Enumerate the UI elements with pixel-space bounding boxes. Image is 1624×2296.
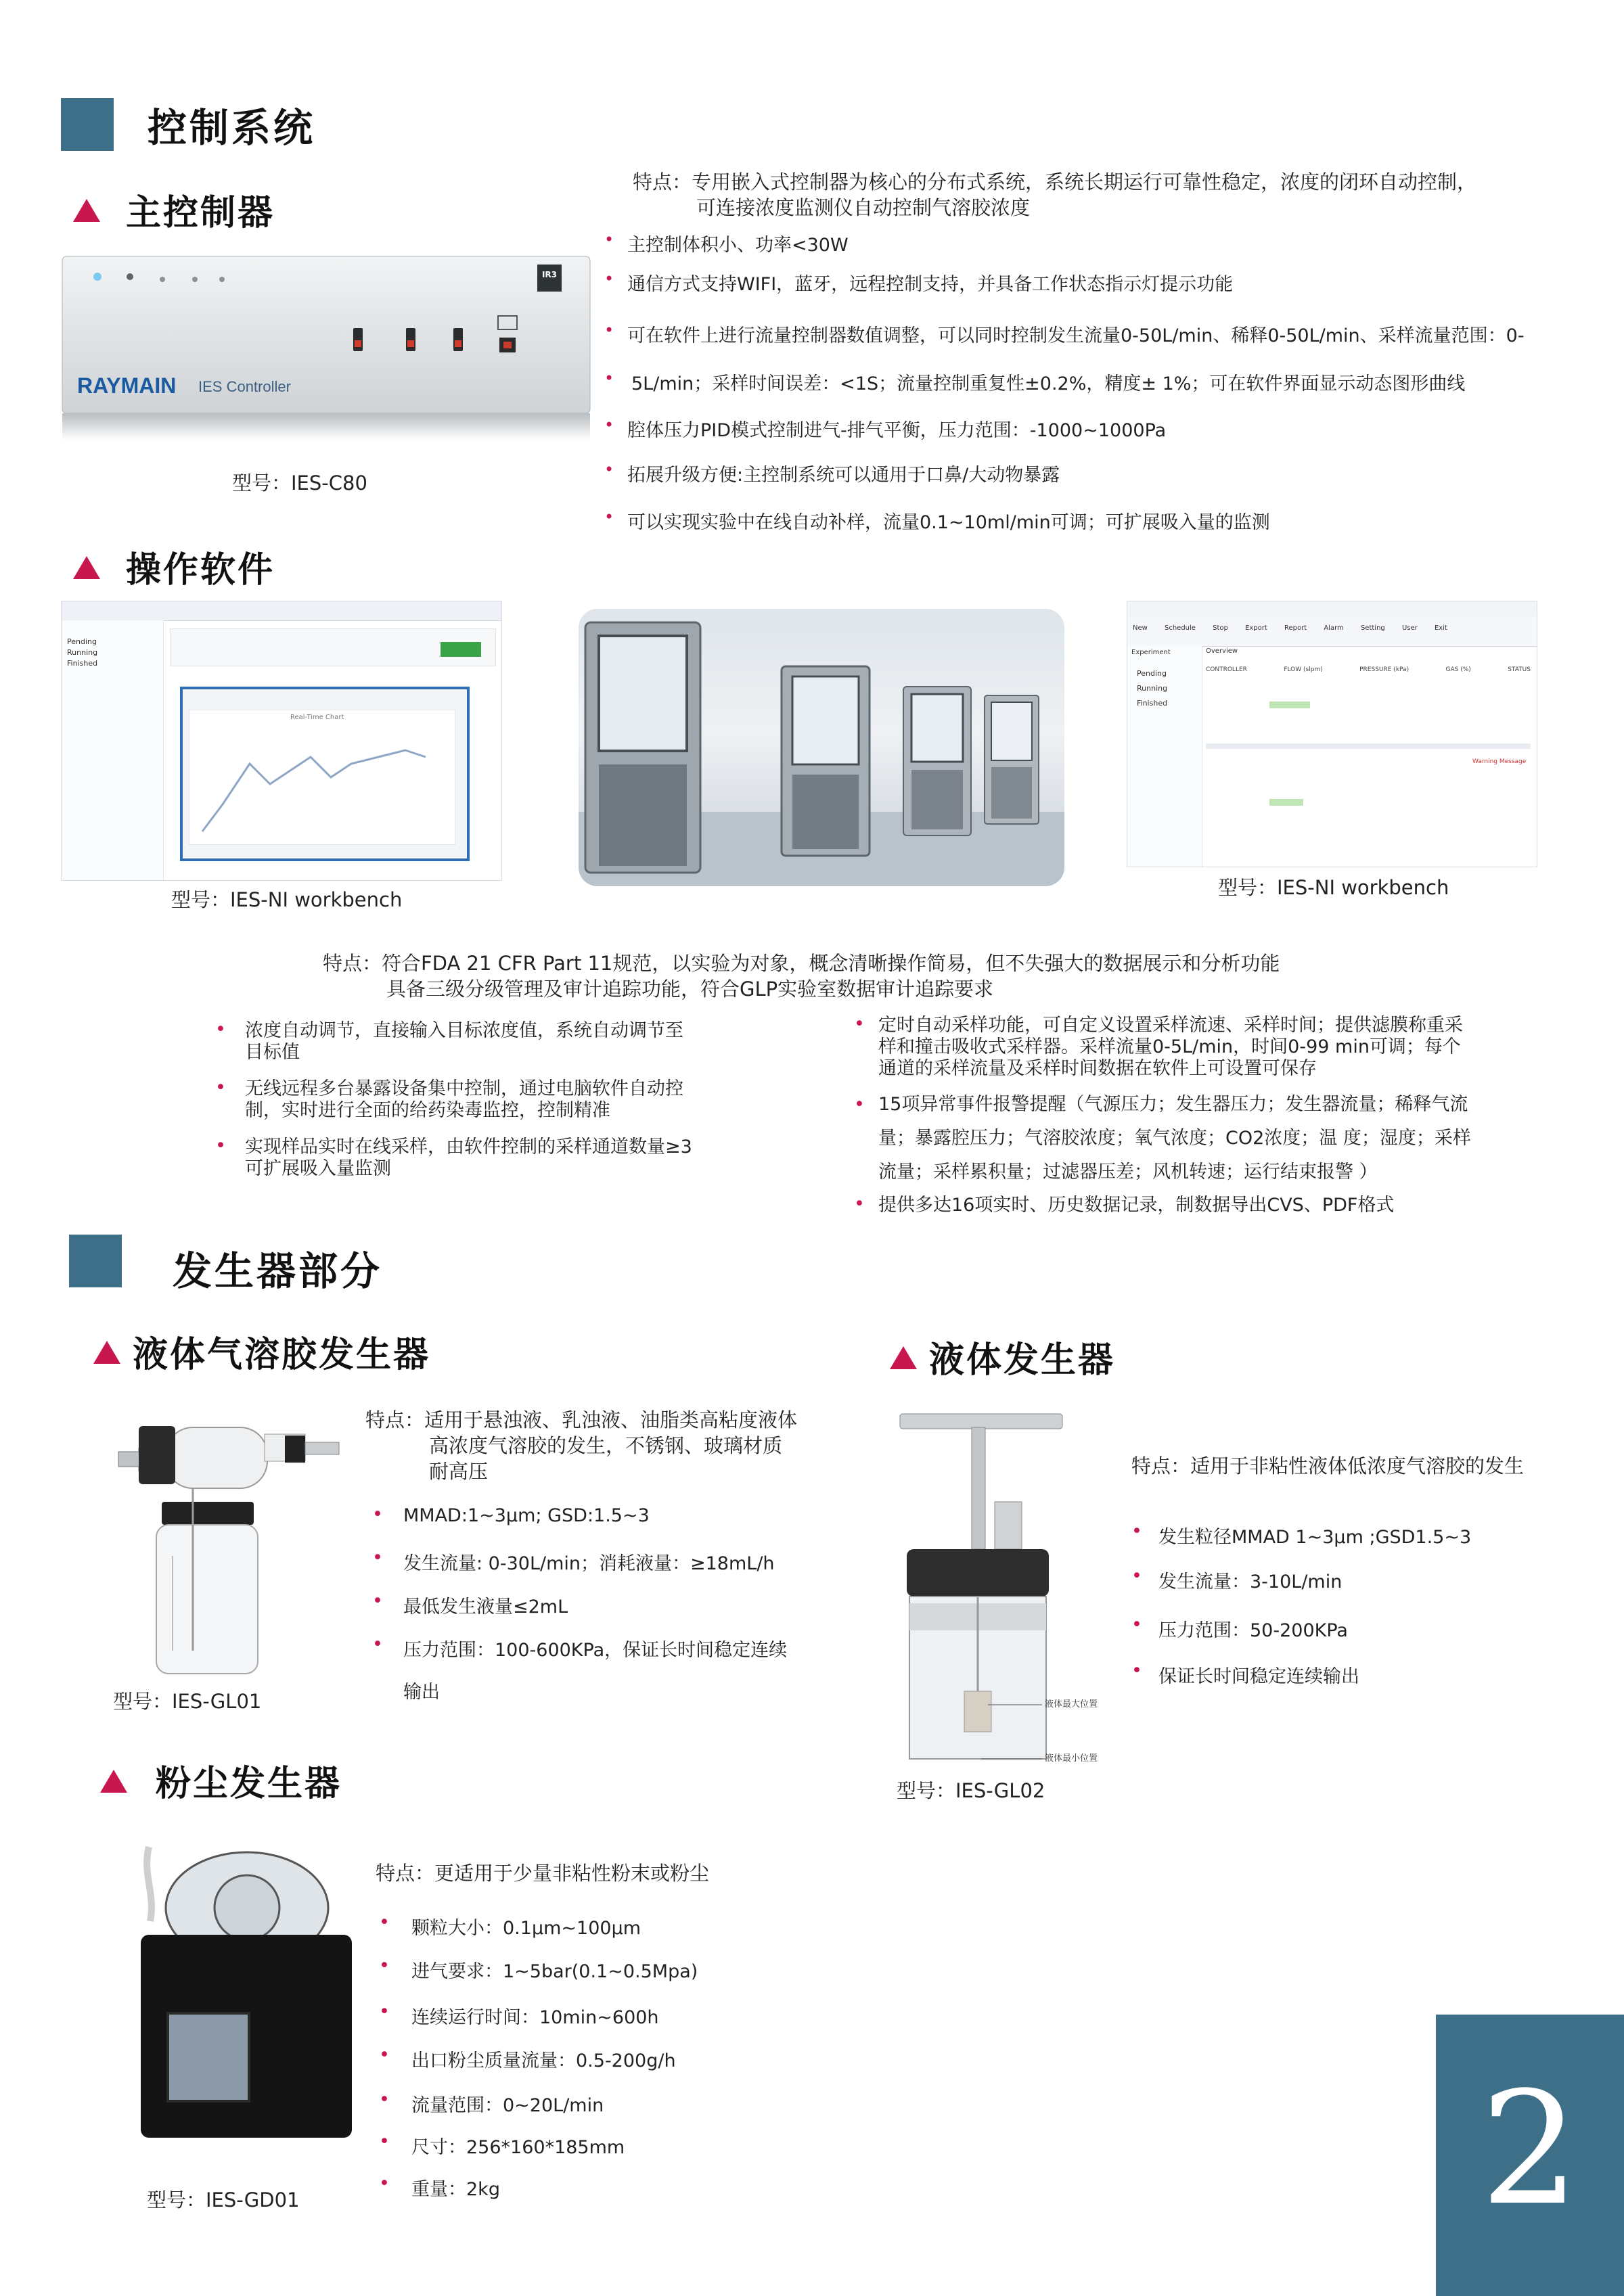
list-item: • 实现样品实时在线采样，由软件控制的采样通道数量≥3 可扩展吸入量监测: [215, 1135, 692, 1179]
chart-caption: Real-Time Chart: [290, 714, 344, 721]
liquid-aerosol-feature: 特点：适用于悬浊液、乳浊液、油脂类高粘度液体 高浓度气溶胶的发生，不锈钢、玻璃材质 耐高压: [365, 1408, 798, 1483]
list-item: • 15项异常事件报警提醒（气源压力；发生器压力；发生器流量；稀释气流 量；暴露腔压力；气溶胶浓度；氧气浓度；CO2浓度；温 度；湿度；采样 流量；采样累积量；过滤器压差；风机转速；运行结束报警 ）: [854, 1094, 1471, 1183]
model-ies-c80: 型号：IES-C80: [232, 472, 367, 495]
warning-message-label: Warning Message: [1472, 758, 1527, 765]
tree-item: Pending: [67, 637, 97, 646]
subsection-title-software: 操作软件: [73, 541, 275, 592]
subsection-title-dust: 粉尘发生器: [100, 1755, 342, 1806]
toolbar-report-button[interactable]: Report: [1284, 624, 1307, 632]
list-item: 保证长时间稳定连续输出: [1158, 1666, 1359, 1687]
list-item: 发生流量: 0-30L/min；消耗液量：≥18mL/h: [403, 1553, 775, 1574]
list-item: 尺寸：256*160*185mm: [411, 2137, 625, 2158]
toolbar-new-button[interactable]: New: [1133, 624, 1148, 632]
list-item: 流量范围：0~20L/min: [411, 2095, 604, 2116]
page-number-box: [1436, 2015, 1624, 2296]
column-header: CONTROLLER: [1206, 666, 1247, 673]
model-ies-gl02: 型号：IES-GL02: [897, 1779, 1045, 1802]
list-item: 出口粉尘质量流量：0.5-200g/h: [411, 2050, 676, 2071]
toolbar-stop-button[interactable]: Stop: [1213, 624, 1228, 632]
toolbar-export-button[interactable]: Export: [1245, 624, 1267, 632]
tree-item: Finished: [67, 659, 98, 668]
list-item: 进气要求：1~5bar(0.1~0.5Mpa): [411, 1961, 698, 1982]
triangle-bullet-icon: [93, 1341, 120, 1364]
list-item: • 可在软件上进行流量控制器数值调整，可以同时控制发生流量0-50L/min、稀释0-50L/min、采样流量范围：0-: [604, 321, 1525, 347]
list-item: • 无线远程多台暴露设备集中控制，通过电脑软件自动控 制，实时进行全面的给药染毒监控，控制精准: [215, 1077, 683, 1121]
tab-overview[interactable]: Overview: [1206, 647, 1238, 655]
list-item: • 腔体压力PID模式控制进气-排气平衡，压力范围：-1000~1000Pa: [604, 415, 1166, 442]
list-item: 最低发生液量≤2mL: [403, 1597, 568, 1617]
list-item: 压力范围：100-600KPa，保证长时间稳定连续: [403, 1640, 788, 1661]
list-item: • 浓度自动调节，直接输入目标浓度值，系统自动调节至 目标值: [215, 1019, 683, 1063]
list-item: 重量：2kg: [411, 2179, 500, 2200]
list-item: • 主控制体积小、功率<30W: [604, 230, 849, 256]
liquid-max-level-label: 液体最大位置: [1045, 1699, 1098, 1709]
list-item: • 可以实现实验中在线自动补样，流量0.1~10ml/min可调；可扩展吸入量的监测: [604, 507, 1270, 534]
model-ies-ni-workbench-right: 型号：IES-NI workbench: [1218, 876, 1449, 899]
tree-item[interactable]: Finished: [1137, 699, 1168, 708]
triangle-bullet-icon: [100, 1770, 127, 1793]
list-item: 发生流量：3-10L/min: [1158, 1571, 1343, 1592]
list-item: 压力范围：50-200KPa: [1158, 1620, 1348, 1641]
section-title-control: 控制系统: [148, 105, 316, 151]
main-controller-feature: 特点：专用嵌入式控制器为核心的分布式系统，系统长期运行可靠性稳定，浓度的闭环自动控制， 可连接浓度监测仪自动控制气溶胶浓度: [633, 170, 1477, 219]
toolbar-alarm-button[interactable]: Alarm: [1324, 624, 1344, 632]
subsection-title-liquid-aerosol: 液体气溶胶发生器: [93, 1326, 430, 1377]
column-header: FLOW (slpm): [1284, 666, 1323, 673]
device-badge: IR3: [541, 270, 558, 279]
software-left-bullets: [215, 1020, 743, 1180]
subsection-title-liquid: 液体发生器: [890, 1331, 1115, 1382]
software-right-bullets: [854, 1015, 1544, 1218]
list-item: MMAD:1~3μm; GSD:1.5~3: [403, 1505, 650, 1526]
liquid-aerosol-generator-image: [91, 1407, 362, 1684]
device-name: IES Controller: [198, 378, 291, 395]
list-item: • 定时自动采样功能，可自定义设置采样流速、采样时间；提供滤膜称重采 样和撞击吸收式采样器。采样流量0-5L/min，时间0-99 min可调；每个 通道的采样流量及采样时间数据在软件上可设置可保存: [854, 1013, 1463, 1079]
dust-feature: 特点：更适用于少量非粘性粉末或粉尘: [376, 1862, 710, 1885]
model-ies-gl01: 型号：IES-GL01: [113, 1690, 262, 1713]
lab-photo: [579, 609, 1064, 886]
section-title-generators: 发生器部分: [173, 1248, 383, 1294]
triangle-bullet-icon: [890, 1346, 917, 1369]
tree-item[interactable]: Pending: [1137, 669, 1167, 678]
subsection-title-main-controller: 主控制器: [73, 184, 275, 235]
controller-device-image: [60, 254, 594, 443]
list-item: 发生粒径MMAD 1~3μm ;GSD1.5~3: [1158, 1527, 1472, 1548]
liquid-min-level-label: 液体最小位置: [1045, 1753, 1098, 1764]
list-item-continuation: • 5L/min；采样时间误差：<1S；流量控制重复性±0.2%，精度± 1%；可在软件界面显示动态图形曲线: [604, 369, 1465, 395]
model-ies-gd01: 型号：IES-GD01: [147, 2188, 300, 2211]
liquid-feature: 特点：适用于非粘性液体低浓度气溶胶的发生: [1131, 1454, 1525, 1477]
list-item: • 通信方式支持WIFI，蓝牙，远程控制支持，并具备工作状态指示灯提示功能: [604, 269, 1233, 296]
software-screenshot-left: [61, 601, 502, 881]
toolbar-user-button[interactable]: User: [1401, 624, 1418, 632]
section-marker-control: [61, 98, 114, 151]
triangle-bullet-icon: [73, 199, 100, 222]
column-header: STATUS: [1508, 666, 1531, 673]
list-item: 颗粒大小：0.1μm~100μm: [411, 1918, 641, 1939]
model-ies-ni-workbench-left: 型号：IES-NI workbench: [171, 888, 403, 911]
software-feature: 特点：符合FDA 21 CFR Part 11规范，以实验为对象，概念清晰操作简易，但不失强大的数据展示和分析功能 具备三级分级管理及审计追踪功能，符合GLP实验室数据审计追踪要求: [323, 952, 1280, 1001]
dust-generator-image: [115, 1833, 379, 2151]
tree-item[interactable]: Running: [1137, 684, 1168, 693]
toolbar-exit-button[interactable]: Exit: [1434, 624, 1447, 632]
toolbar-schedule-button[interactable]: Schedule: [1165, 624, 1196, 632]
list-item: • 提供多达16项实时、历史数据记录，制数据导出CVS、PDF格式: [854, 1193, 1395, 1216]
section-marker-generators: [69, 1235, 122, 1287]
experiment-panel-label: Experiment: [1131, 649, 1171, 656]
column-header: GAS (%): [1445, 666, 1471, 673]
page-number: 2: [1480, 2059, 1580, 2240]
triangle-bullet-icon: [73, 556, 100, 579]
liquid-generator-image: [893, 1400, 1150, 1772]
list-item: 连续运行时间：10min~600h: [411, 2007, 659, 2028]
list-item-continuation: 输出: [403, 1682, 440, 1703]
software-screenshot-right: [1127, 601, 1537, 867]
tree-item: Running: [67, 648, 98, 657]
column-header: PRESSURE (kPa): [1359, 666, 1409, 673]
list-item: • 拓展升级方便:主控制系统可以通用于口鼻/大动物暴露: [604, 460, 1060, 486]
toolbar-setting-button[interactable]: Setting: [1360, 624, 1385, 632]
device-brand: RAYMAIN: [77, 373, 177, 398]
